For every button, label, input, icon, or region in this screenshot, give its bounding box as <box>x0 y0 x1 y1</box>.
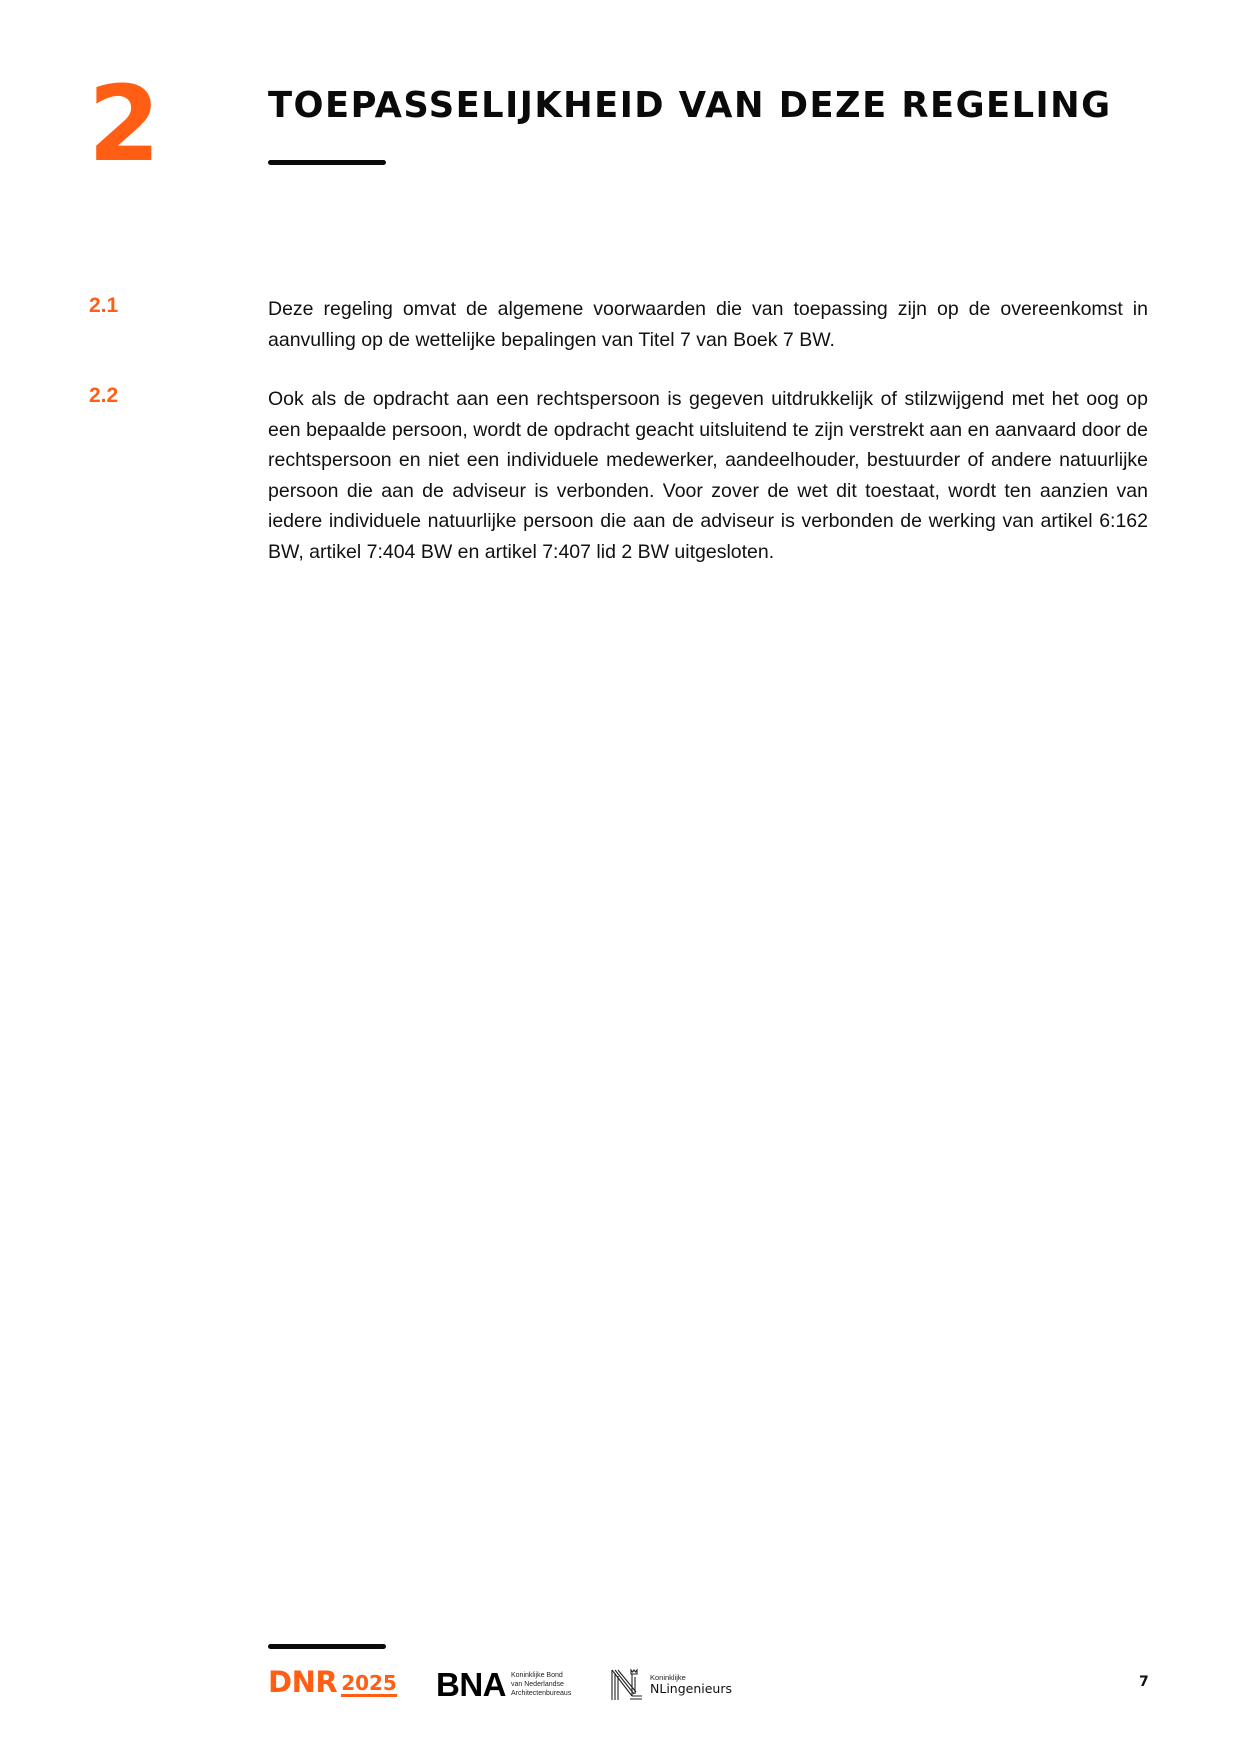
nlingenieurs-logo-small: Koninklijke <box>650 1673 686 1683</box>
article-number: 2.2 <box>89 384 119 407</box>
bna-subtitle-line: Koninklijke Bond <box>511 1672 563 1679</box>
dnr-logo-year: 2025 <box>341 1671 397 1695</box>
bna-logo-word: BNA <box>436 1666 506 1703</box>
article-text: Ook als de opdracht aan een rechtspersoon is gegeven uitdrukkelijk of stilzwijgend met het oog op een bepaalde persoon, wordt de opdracht geacht uitsluitend te zijn verstrekt aan en aanvaard door de rechtspersoon en niet een individuele medewerker, aandeelhouder, bestuurder of andere natuurlijke persoon die aan de adviseur is verbonden. Voor zover de wet dit toestaat, wordt ten aanzien van iedere individuele natuurlijke persoon die aan de adviseur is verbonden de werking van artikel 6:162 BW, artikel 7:404 BW en artikel 7:407 lid 2 BW uitgesloten. <box>268 388 1148 563</box>
dnr-logo <box>268 1665 397 1699</box>
article-text: Deze regeling omvat de algemene voorwaarden die van toepassing zijn op de overeenkomst in aanvulling op de wettelijke bepalingen van Titel 7 van Boek 7 BW. <box>268 298 1148 351</box>
title-divider <box>268 160 386 165</box>
nlingenieurs-logo-name: NLingenieurs <box>650 1680 732 1696</box>
bna-subtitle-line: van Nederlandse <box>511 1681 564 1688</box>
article-number: 2.1 <box>89 294 119 317</box>
nlingenieurs-emblem-icon <box>610 1668 644 1702</box>
chapter-number: 2 <box>88 63 161 185</box>
bna-subtitle-line: Architectenbureaus <box>511 1690 572 1697</box>
dnr-logo-word: DNR <box>268 1665 338 1699</box>
footer-divider <box>268 1644 386 1649</box>
chapter-title: TOEPASSELIJKHEID VAN DEZE REGELING <box>268 85 1112 126</box>
bna-logo-subtitle <box>511 1671 571 1698</box>
page-number: 7 <box>1139 1674 1149 1690</box>
bna-logo <box>436 1668 571 1701</box>
nlingenieurs-logo <box>610 1668 732 1702</box>
